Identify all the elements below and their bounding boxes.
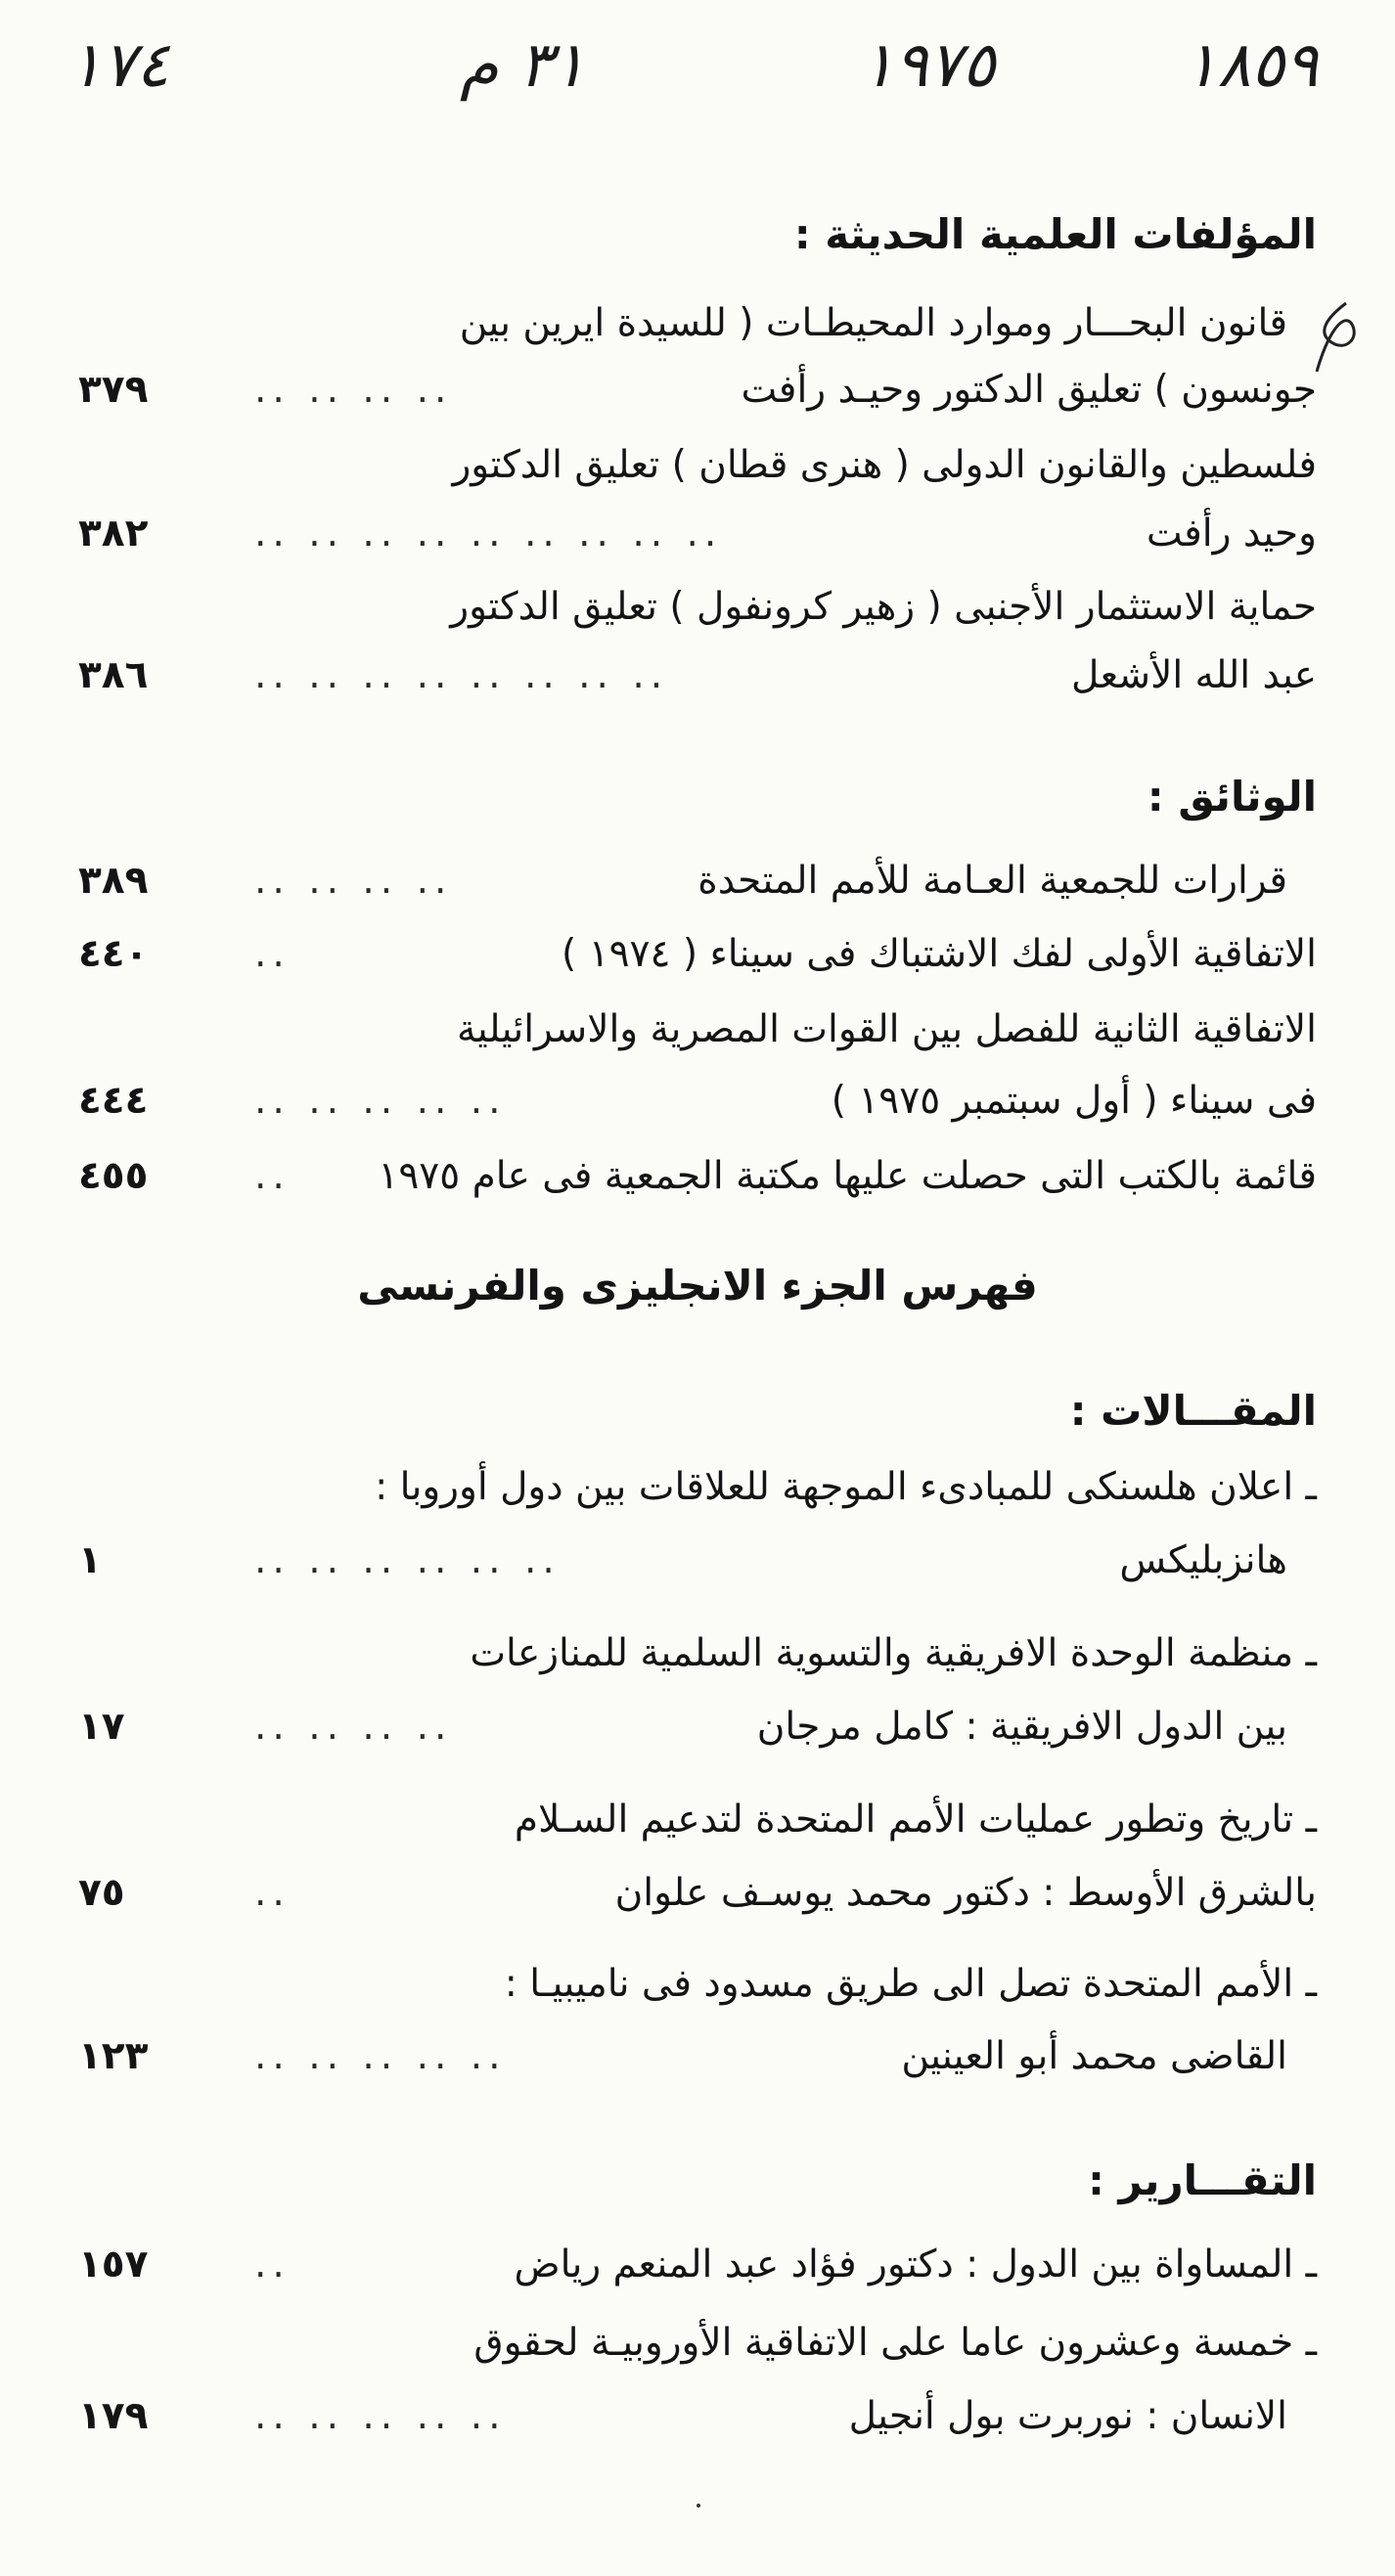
leader-dots: .. .. .. .. .. <box>254 2034 507 2078</box>
toc-entry <box>78 1623 1317 1684</box>
leader-dots: .. .. .. .. .. .. .. .. <box>254 653 669 697</box>
toc-entry <box>78 1697 1317 1757</box>
page-number: ٣٨٩ <box>78 859 149 903</box>
entry-text: ـ اعلان هلسنكى للمبادىء الموجهة للعلاقات بين دول أوروبا : <box>375 1465 1317 1509</box>
toc-entry <box>78 1457 1317 1518</box>
toc-entry <box>78 851 1317 911</box>
entry-text: جونسون ) تعليق الدكتور وحيـد رأفت <box>741 368 1317 412</box>
leader-dots: .. .. .. .. .. .. <box>254 1538 561 1582</box>
page-number: ١ <box>78 1538 102 1582</box>
entry-text: قانون البحـــار وموارد المحيطـات ( للسيدة ايرين بين <box>459 301 1287 345</box>
toc-entry <box>78 293 1317 354</box>
leader-dots: .. <box>254 932 291 976</box>
leader-dots: .. .. .. .. .. <box>254 1079 507 1123</box>
toc-entry <box>78 435 1317 496</box>
entry-text: وحيد رأفت <box>1146 511 1317 555</box>
toc-entry <box>78 577 1317 638</box>
handwritten-year: ١٩٧٥ <box>861 29 996 102</box>
page-number: ٤٤٤ <box>78 1079 149 1123</box>
leader-dots: .. .. .. .. <box>254 1705 453 1749</box>
toc-entry <box>78 1790 1317 1850</box>
leader-dots: .. <box>254 1154 291 1198</box>
toc-entry <box>78 999 1317 1060</box>
section-heading-documents: الوثائق : <box>1147 773 1317 821</box>
toc-entry <box>78 360 1317 421</box>
page-speck <box>697 2504 700 2508</box>
leader-dots: .. <box>254 2243 291 2287</box>
page-number: ٤٥٥ <box>78 1154 149 1198</box>
toc-entry <box>78 2026 1317 2087</box>
entry-text: القاضى محمد أبو العينين <box>901 2034 1287 2078</box>
handwritten-volume: ٣١ م <box>460 29 586 102</box>
foreign-index-title: فهرس الجزء الانجليزى والفرنسى <box>357 1262 1038 1310</box>
toc-entry <box>78 2386 1317 2447</box>
page-number: ١٧٩ <box>78 2394 149 2438</box>
page-number: ٣٨٦ <box>78 653 149 697</box>
toc-entry <box>78 645 1317 706</box>
section-heading-articles: المقـــالات : <box>1069 1387 1317 1435</box>
entry-text: ـ المساواة بين الدول : دكتور فؤاد عبد المنعم رياض <box>514 2243 1317 2287</box>
page-number: ٣٧٩ <box>78 368 149 412</box>
entry-text: قرارات للجمعية العـامة للأمم المتحدة <box>698 859 1287 903</box>
toc-entry <box>78 1863 1317 1924</box>
entry-text: فى سيناء ( أول سبتمبر ١٩٧٥ ) <box>831 1079 1317 1123</box>
leader-dots: .. <box>254 1871 291 1915</box>
entry-text: ـ خمسة وعشرون عاما على الاتفاقية الأوروبيـة لحقوق <box>473 2321 1317 2365</box>
entry-text: بالشرق الأوسط : دكتور محمد يوسـف علوان <box>614 1871 1317 1915</box>
toc-entry <box>78 1531 1317 1591</box>
entry-text: الاتفاقية الأولى لفك الاشتباك فى سيناء ( ١٩٧٤ ) <box>562 932 1317 976</box>
handwritten-number: ١٨٥٩ <box>1184 29 1319 102</box>
toc-entry <box>78 504 1317 564</box>
entry-text: الانسان : نوربرت بول أنجيل <box>848 2394 1287 2438</box>
leader-dots: .. .. .. .. <box>254 859 453 903</box>
entry-text: قائمة بالكتب التى حصلت عليها مكتبة الجمعية فى عام ١٩٧٥ <box>378 1154 1317 1198</box>
entry-text: حماية الاستثمار الأجنبى ( زهير كرونفول ) تعليق الدكتور <box>450 585 1317 629</box>
page-number: ١٧ <box>78 1705 125 1749</box>
entry-text: فلسطين والقانون الدولى ( هنرى قطان ) تعليق الدكتور <box>452 443 1317 487</box>
leader-dots: .. .. .. .. .. .. .. .. .. <box>254 511 723 555</box>
entry-text: ـ الأمم المتحدة تصل الى طريق مسدود فى ناميبيـا : <box>504 1962 1317 2006</box>
page-number: ٧٥ <box>78 1871 125 1915</box>
leader-dots: .. .. .. .. .. <box>254 2394 507 2438</box>
handwritten-page-count: ١٧٤ <box>68 29 170 102</box>
entry-text: ـ تاريخ وتطور عمليات الأمم المتحدة لتدعيم السـلام <box>514 1798 1317 1842</box>
page-number: ٣٨٢ <box>78 511 149 555</box>
entry-text: الاتفاقية الثانية للفصل بين القوات المصرية والاسرائيلية <box>456 1007 1317 1051</box>
page-number: ١٥٧ <box>78 2243 149 2287</box>
page-number: ١٢٣ <box>78 2034 149 2078</box>
toc-entry <box>78 1146 1317 1207</box>
entry-text: هانزبليكس <box>1119 1538 1287 1582</box>
toc-entry <box>78 1954 1317 2015</box>
section-heading-reports: التقـــارير : <box>1088 2156 1317 2204</box>
page-number: ٤٤٠ <box>78 932 149 976</box>
entry-text: بين الدول الافريقية : كامل مرجان <box>756 1705 1287 1749</box>
toc-entry <box>78 924 1317 985</box>
entry-text: عبد الله الأشعل <box>1071 653 1317 697</box>
entry-text: ـ منظمة الوحدة الافريقية والتسوية السلمية للمنازعات <box>470 1631 1317 1675</box>
section-heading-modern-works: المؤلفات العلمية الحديثة : <box>793 210 1317 258</box>
toc-entry <box>78 2313 1317 2374</box>
leader-dots: .. .. .. .. <box>254 368 453 412</box>
toc-entry <box>78 2235 1317 2295</box>
toc-entry <box>78 1071 1317 1132</box>
